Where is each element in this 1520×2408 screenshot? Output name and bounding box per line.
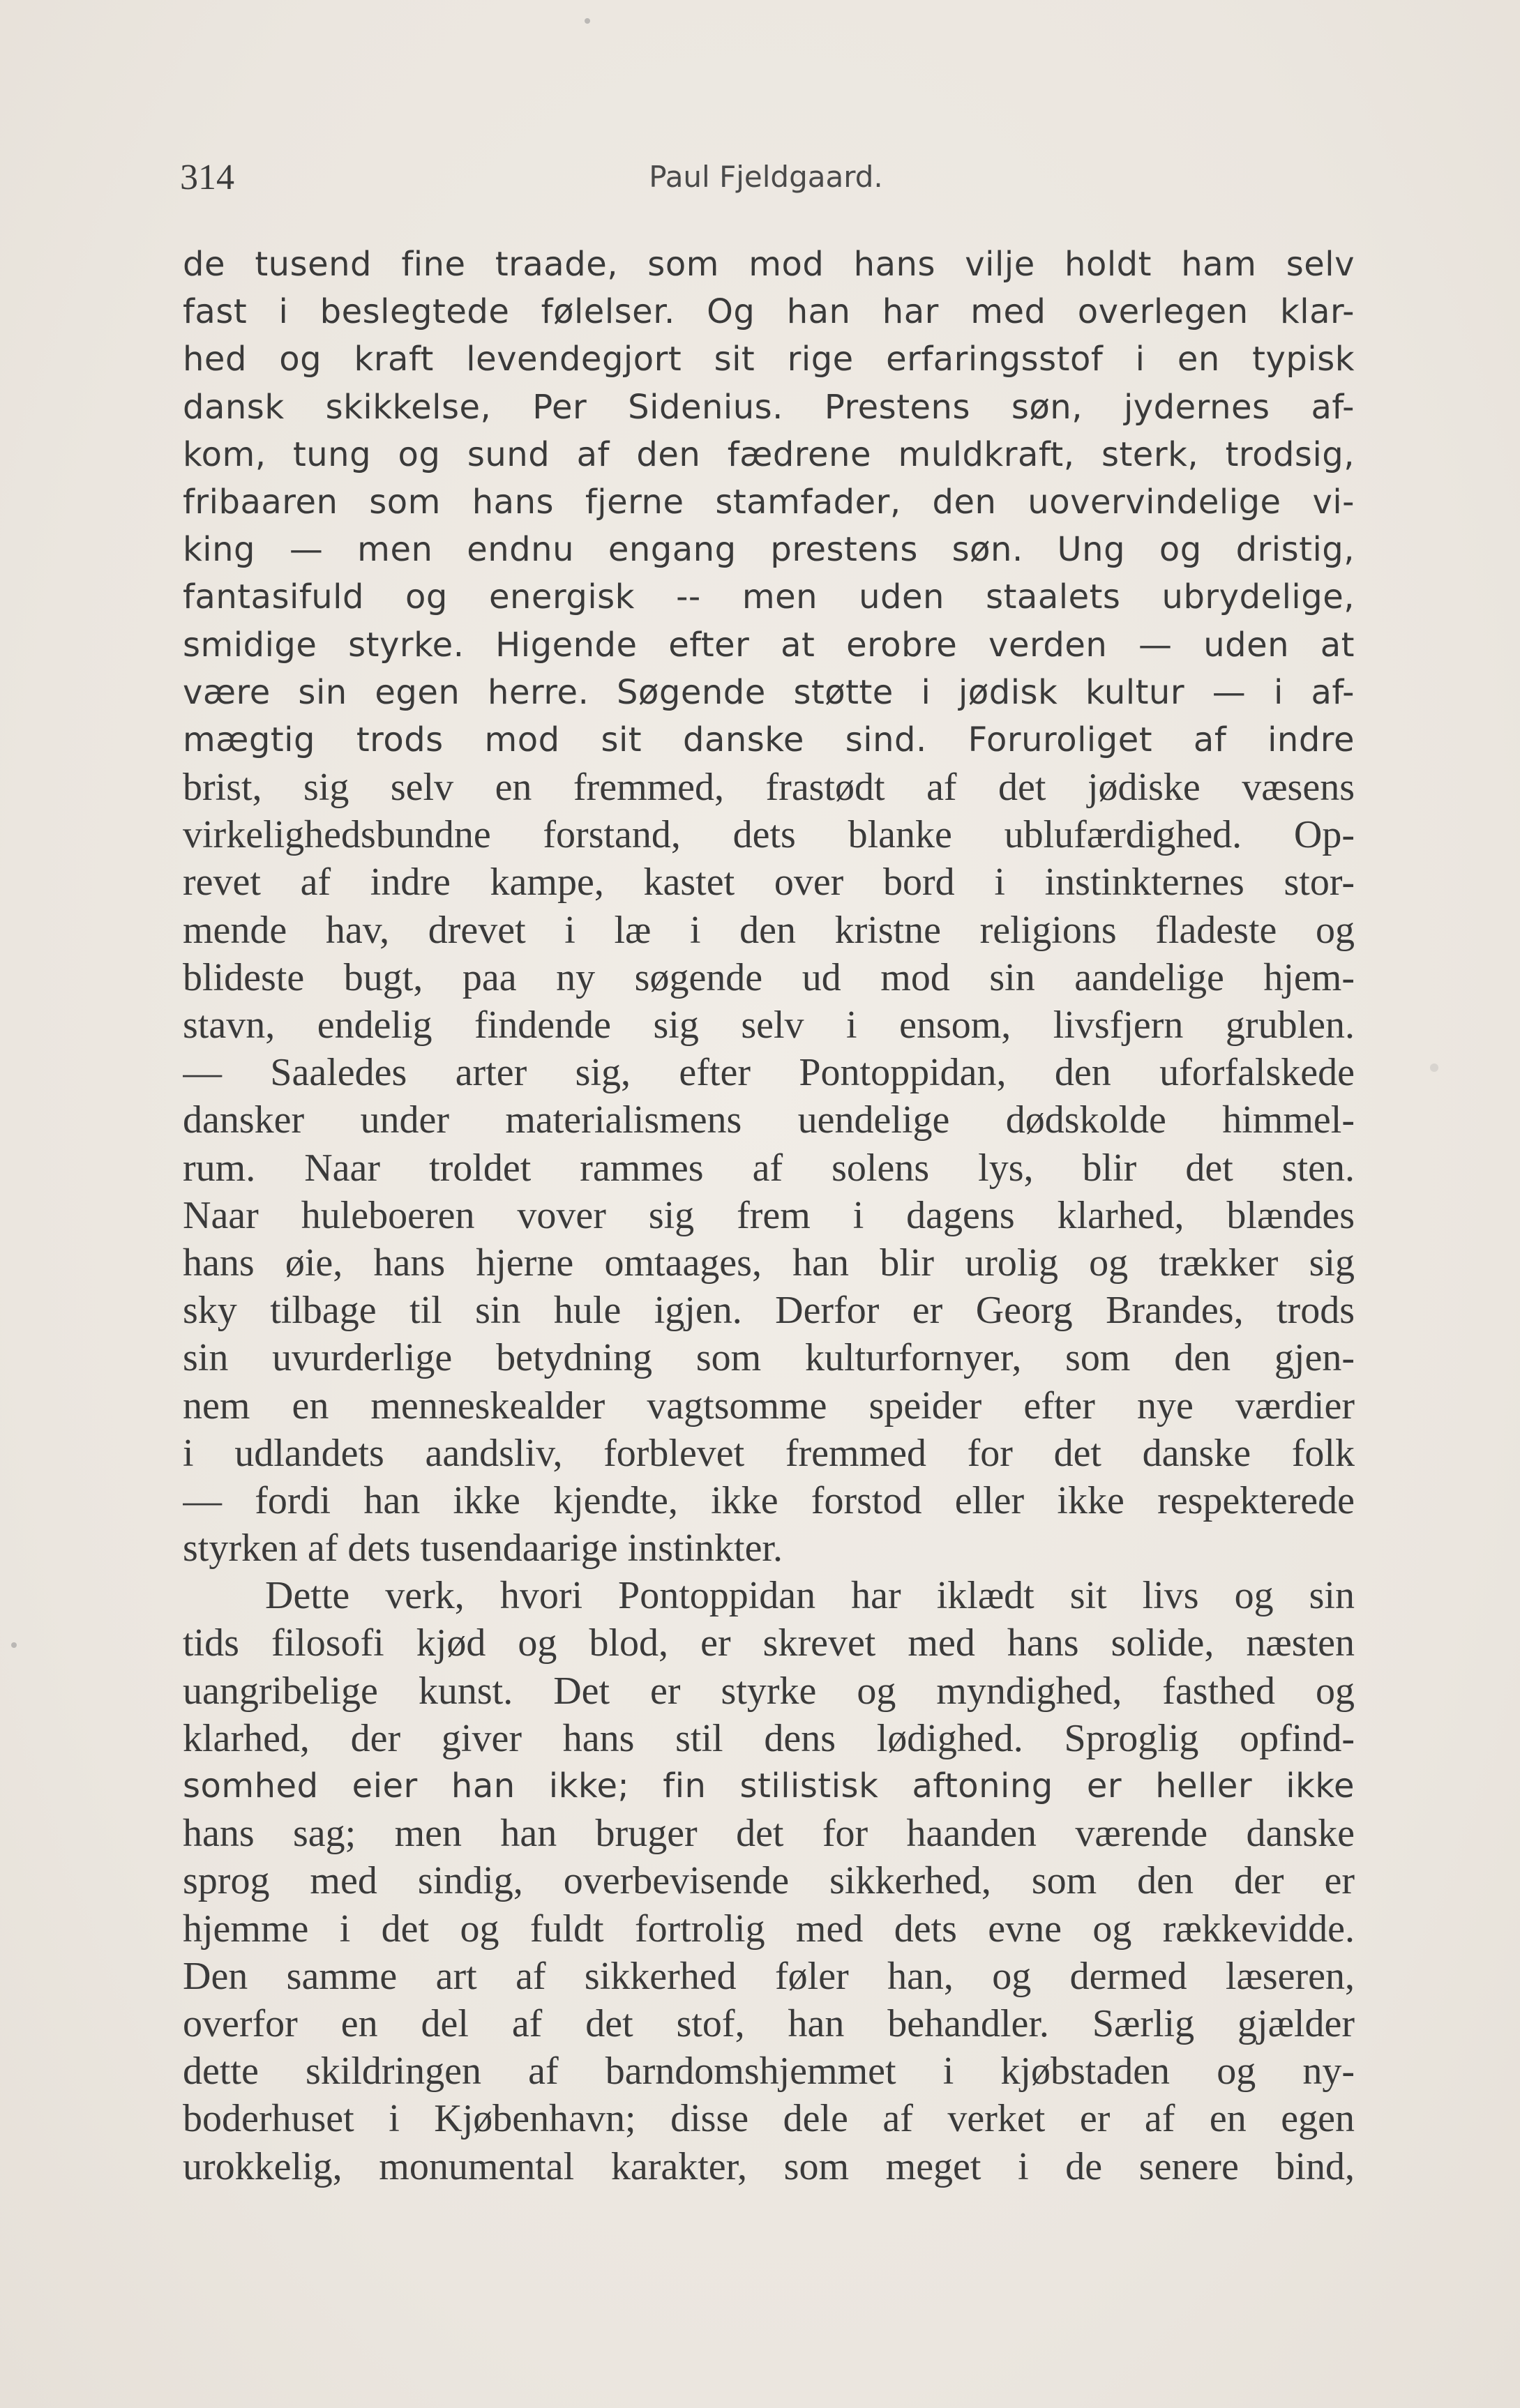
- text-line: styrken af dets tusendaarige instinkter.: [183, 1527, 783, 1570]
- text-line: uangribelige kunst. Det er styrke og myndighed, fasthed og: [183, 1669, 1355, 1713]
- text-line: — fordi han ikke kjendte, ikke forstod eller ikke respekterede: [183, 1478, 1355, 1522]
- text-line: mægtig trods mod sit danske sind. Foruroliget af indre: [183, 720, 1355, 759]
- paper-speck: [585, 18, 590, 24]
- text-line: i udlandets aandsliv, forblevet fremmed for det danske folk: [183, 1431, 1355, 1475]
- text-line: sin uvurderlige betydning som kulturfornyer, som den gjen-: [183, 1336, 1355, 1380]
- text-line: hans sag; men han bruger det for haanden værende danske: [183, 1812, 1355, 1856]
- running-head: Paul Fjeldgaard.: [649, 160, 883, 194]
- text-line: boderhuset i Kjøbenhavn; disse dele af verket er af en egen: [183, 2097, 1355, 2141]
- text-line: de tusend fine traade, som mod hans vilje holdt ham selv: [183, 245, 1355, 284]
- page-header: [180, 157, 1352, 199]
- text-line: rum. Naar troldet rammes af solens lys, blir det sten.: [183, 1146, 1355, 1190]
- body-text: [183, 241, 1355, 2190]
- text-line: Dette verk, hvori Pontoppidan har iklædt sit livs og sin: [265, 1574, 1355, 1618]
- text-line: dette skildringen af barndomshjemmet i kjøbstaden og ny-: [183, 2050, 1355, 2093]
- text-line: Den samme art af sikkerhed føler han, og dermed læseren,: [183, 1954, 1355, 1998]
- text-line: sky tilbage til sin hule igjen. Derfor er Georg Brandes, trods: [183, 1289, 1355, 1333]
- text-line: sprog med sindig, overbevisende sikkerhed, som den der er: [183, 1859, 1355, 1903]
- text-line: fantasifuld og energisk -- men uden staalets ubrydelige,: [183, 577, 1355, 617]
- paper-speck: [1430, 1063, 1438, 1072]
- text-line: — Saaledes arter sig, efter Pontoppidan, den uforfalskede: [183, 1051, 1355, 1095]
- text-line: virkelighedsbundne forstand, dets blanke ublufærdighed. Op-: [183, 813, 1355, 857]
- text-line: dansk skikkelse, Per Sidenius. Prestens søn, jydernes af-: [183, 387, 1355, 427]
- text-line: king — men endnu engang prestens søn. Ung og dristig,: [183, 530, 1355, 570]
- text-line: Naar huleboeren vover sig frem i dagens klarhed, blændes: [183, 1193, 1355, 1237]
- text-line: somhed eier han ikke; fin stilistisk aftoning er heller ikke: [183, 1766, 1355, 1805]
- text-line: revet af indre kampe, kastet over bord i instinkternes stor-: [183, 861, 1355, 904]
- text-line: smidige styrke. Higende efter at erobre verden — uden at: [183, 625, 1355, 665]
- text-line: være sin egen herre. Søgende støtte i jødisk kultur — i af-: [183, 672, 1355, 712]
- text-line: hans øie, hans hjerne omtaages, han blir urolig og trækker sig: [183, 1241, 1355, 1285]
- text-line: overfor en del af det stof, han behandler. Særlig gjælder: [183, 2001, 1355, 2045]
- text-line: kom, tung og sund af den fædrene muldkraft, sterk, trodsig,: [183, 434, 1355, 474]
- text-line: hed og kraft levendegjort sit rige erfaringsstof i en typisk: [183, 340, 1355, 379]
- text-line: fribaaren som hans fjerne stamfader, den uovervindelige vi-: [183, 482, 1355, 522]
- page-number: 314: [180, 158, 234, 197]
- text-line: stavn, endelig findende sig selv i ensom, livsfjern grublen.: [183, 1004, 1355, 1047]
- text-line: klarhed, der giver hans stil dens lødighed. Sproglig opfind-: [183, 1716, 1355, 1760]
- text-line: dansker under materialismens uendelige dødskolde himmel-: [183, 1098, 1355, 1142]
- text-line: mende hav, drevet i læ i den kristne religions fladeste og: [183, 908, 1355, 952]
- text-line: nem en menneskealder vagtsomme speider efter nye værdier: [183, 1384, 1355, 1428]
- text-line: tids filosofi kjød og blod, er skrevet med hans solide, næsten: [183, 1621, 1355, 1665]
- text-line: fast i beslegtede følelser. Og han har med overlegen klar-: [183, 292, 1355, 332]
- paper-speck: [11, 1642, 17, 1648]
- text-line: blideste bugt, paa ny søgende ud mod sin aandelige hjem-: [183, 955, 1355, 999]
- text-line: urokkelig, monumental karakter, som meget i de senere bind,: [183, 2144, 1355, 2188]
- text-line: hjemme i det og fuldt fortrolig med dets evne og rækkevidde.: [183, 1907, 1355, 1951]
- text-line: brist, sig selv en fremmed, frastødt af det jødiske væsens: [183, 766, 1355, 810]
